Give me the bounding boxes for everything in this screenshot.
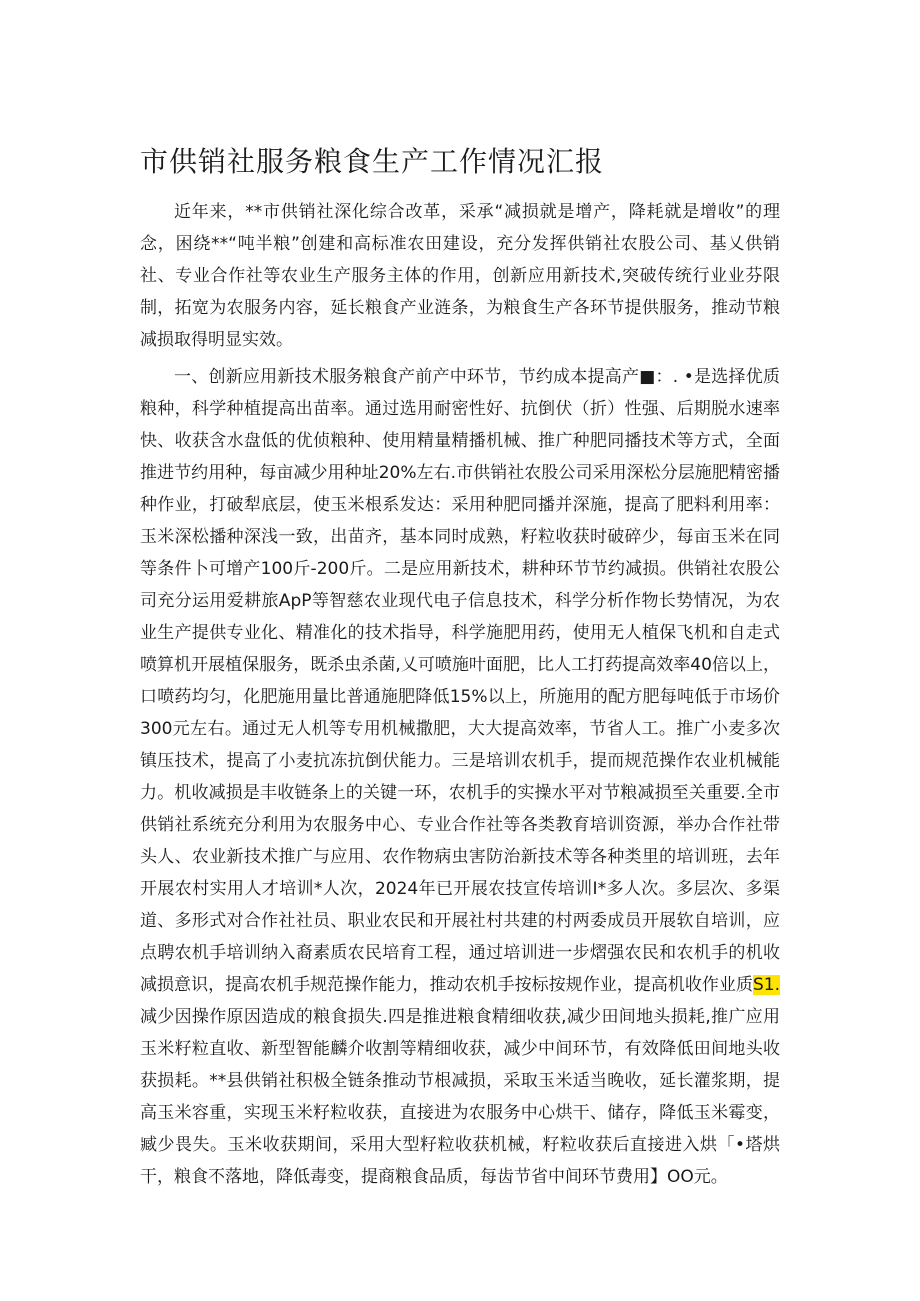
section-one-text-after-highlight: 减少因操作原因造成的粮食损失.四是推进粮食精细收获,减少田间地头损耗,推广应用玉米籽粒直收、新型智能麟介收割等精细收获，减少中间环节，有效降低田间地头收获损耗。**县供销社积极全链条推动节根减损，采取玉米适当晚收，延长灌浆期，提高玉米容重，实现玉米籽粒收获，直接进为农服务中心烘干、储存，降低玉米霉变，臧少畏失。玉米收获期间，采用大型籽粒收获机械，籽粒收获后直接进入烘「•塔烘干，粮食不落地，降低毒变，提商粮食品质，每齿节省中间环节费用】OO元。	[140, 1007, 780, 1187]
intro-paragraph: 近年来，**市供销社深化综合改革，采承“减损就是增产，降耗就是增收”的理念，困绕**“吨半粮”创建和高标准农田建设，充分发挥供销社农股公司、基乂供销社、专业合作社等农业生产服务主体的作用，创新应用新技术,突破传统行业业芬限制，拓宽为农服务内容，延长粮食产业涟条，为粮食生产各环节提供服务，推动节粮减损取得明显实效。	[140, 202, 780, 350]
document-title: 市供销社服务粮食生产工作情况汇报	[140, 145, 605, 178]
section-one-paragraph	[140, 361, 780, 1193]
section-one-text-before-highlight: 一、创新应用新技术服务粮食产前产中环节，节约成本提高产■：. •是选择优质粮种，科学种植提高出苗率。通过选用耐密性好、抗倒伏（折）性强、后期脱水速率快、收获含水盘低的优侦粮种、使用精量精播机械、推广种肥同播技术等方式，全面推进节约用种，每亩减少用种址20%左右.市供销社农股公司采用深松分层施肥精密播种作业，打破犁底层，使玉米根系发达：采用种肥同播并深施，提高了肥料利用率：玉米深松播种深浅一致，出苗齐，基本同时成熟，籽粒收获时破碎少，每亩玉米在同等条件卜可增产100斤-200斤。二是应用新技术，耕种环节节约减损。供销社农股公司充分运用爱耕旅ApP等智慈农业现代电子信息技术，科学分析作物长势情况，为农业生产提供专业化、精准化的技术指导，科学施肥用药，使用无人植保飞机和自走式喷算机开展植保服务，既杀虫杀菌,乂可喷施叶面肥，比人工打药提高效率40倍以上，口喷药均匀，化肥施用量比普通施肥降低15%以上，所施用的配方肥每吨低于市场价300元左右。通过无人机等专用机械撒肥，大大提高效率，节省人工。推广小麦多次镇压技术，提高了小麦抗冻抗倒伏能力。三是培训农机手，提而规范操作农业机械能力。机收减损是丰收链条上的关键一环，农机手的实操水平对节粮减损至关重要.全市供销社系统充分利用为农服务中心、专业合作社等各类教育培训资源，举办合作社带头人、农业新技术推广与应用、农作物病虫害防治新技术等各种类里的培训班，去年开展农村实用人才培训*人次，2024年已开展农技宣传培训I*多人次。多层次、多渠道、多形式对合作社社员、职业农民和开展社村共建的村两委成员开展软自培训，应点聘农机手培训纳入裔素质农民培育工程，通过培训进一步熠强农民和农机手的机收减损意识，提高农机手规范操作能力，推动农机手按标按规作业，提高机收作业质	[140, 367, 780, 995]
highlighted-text: S1.	[752, 975, 780, 995]
